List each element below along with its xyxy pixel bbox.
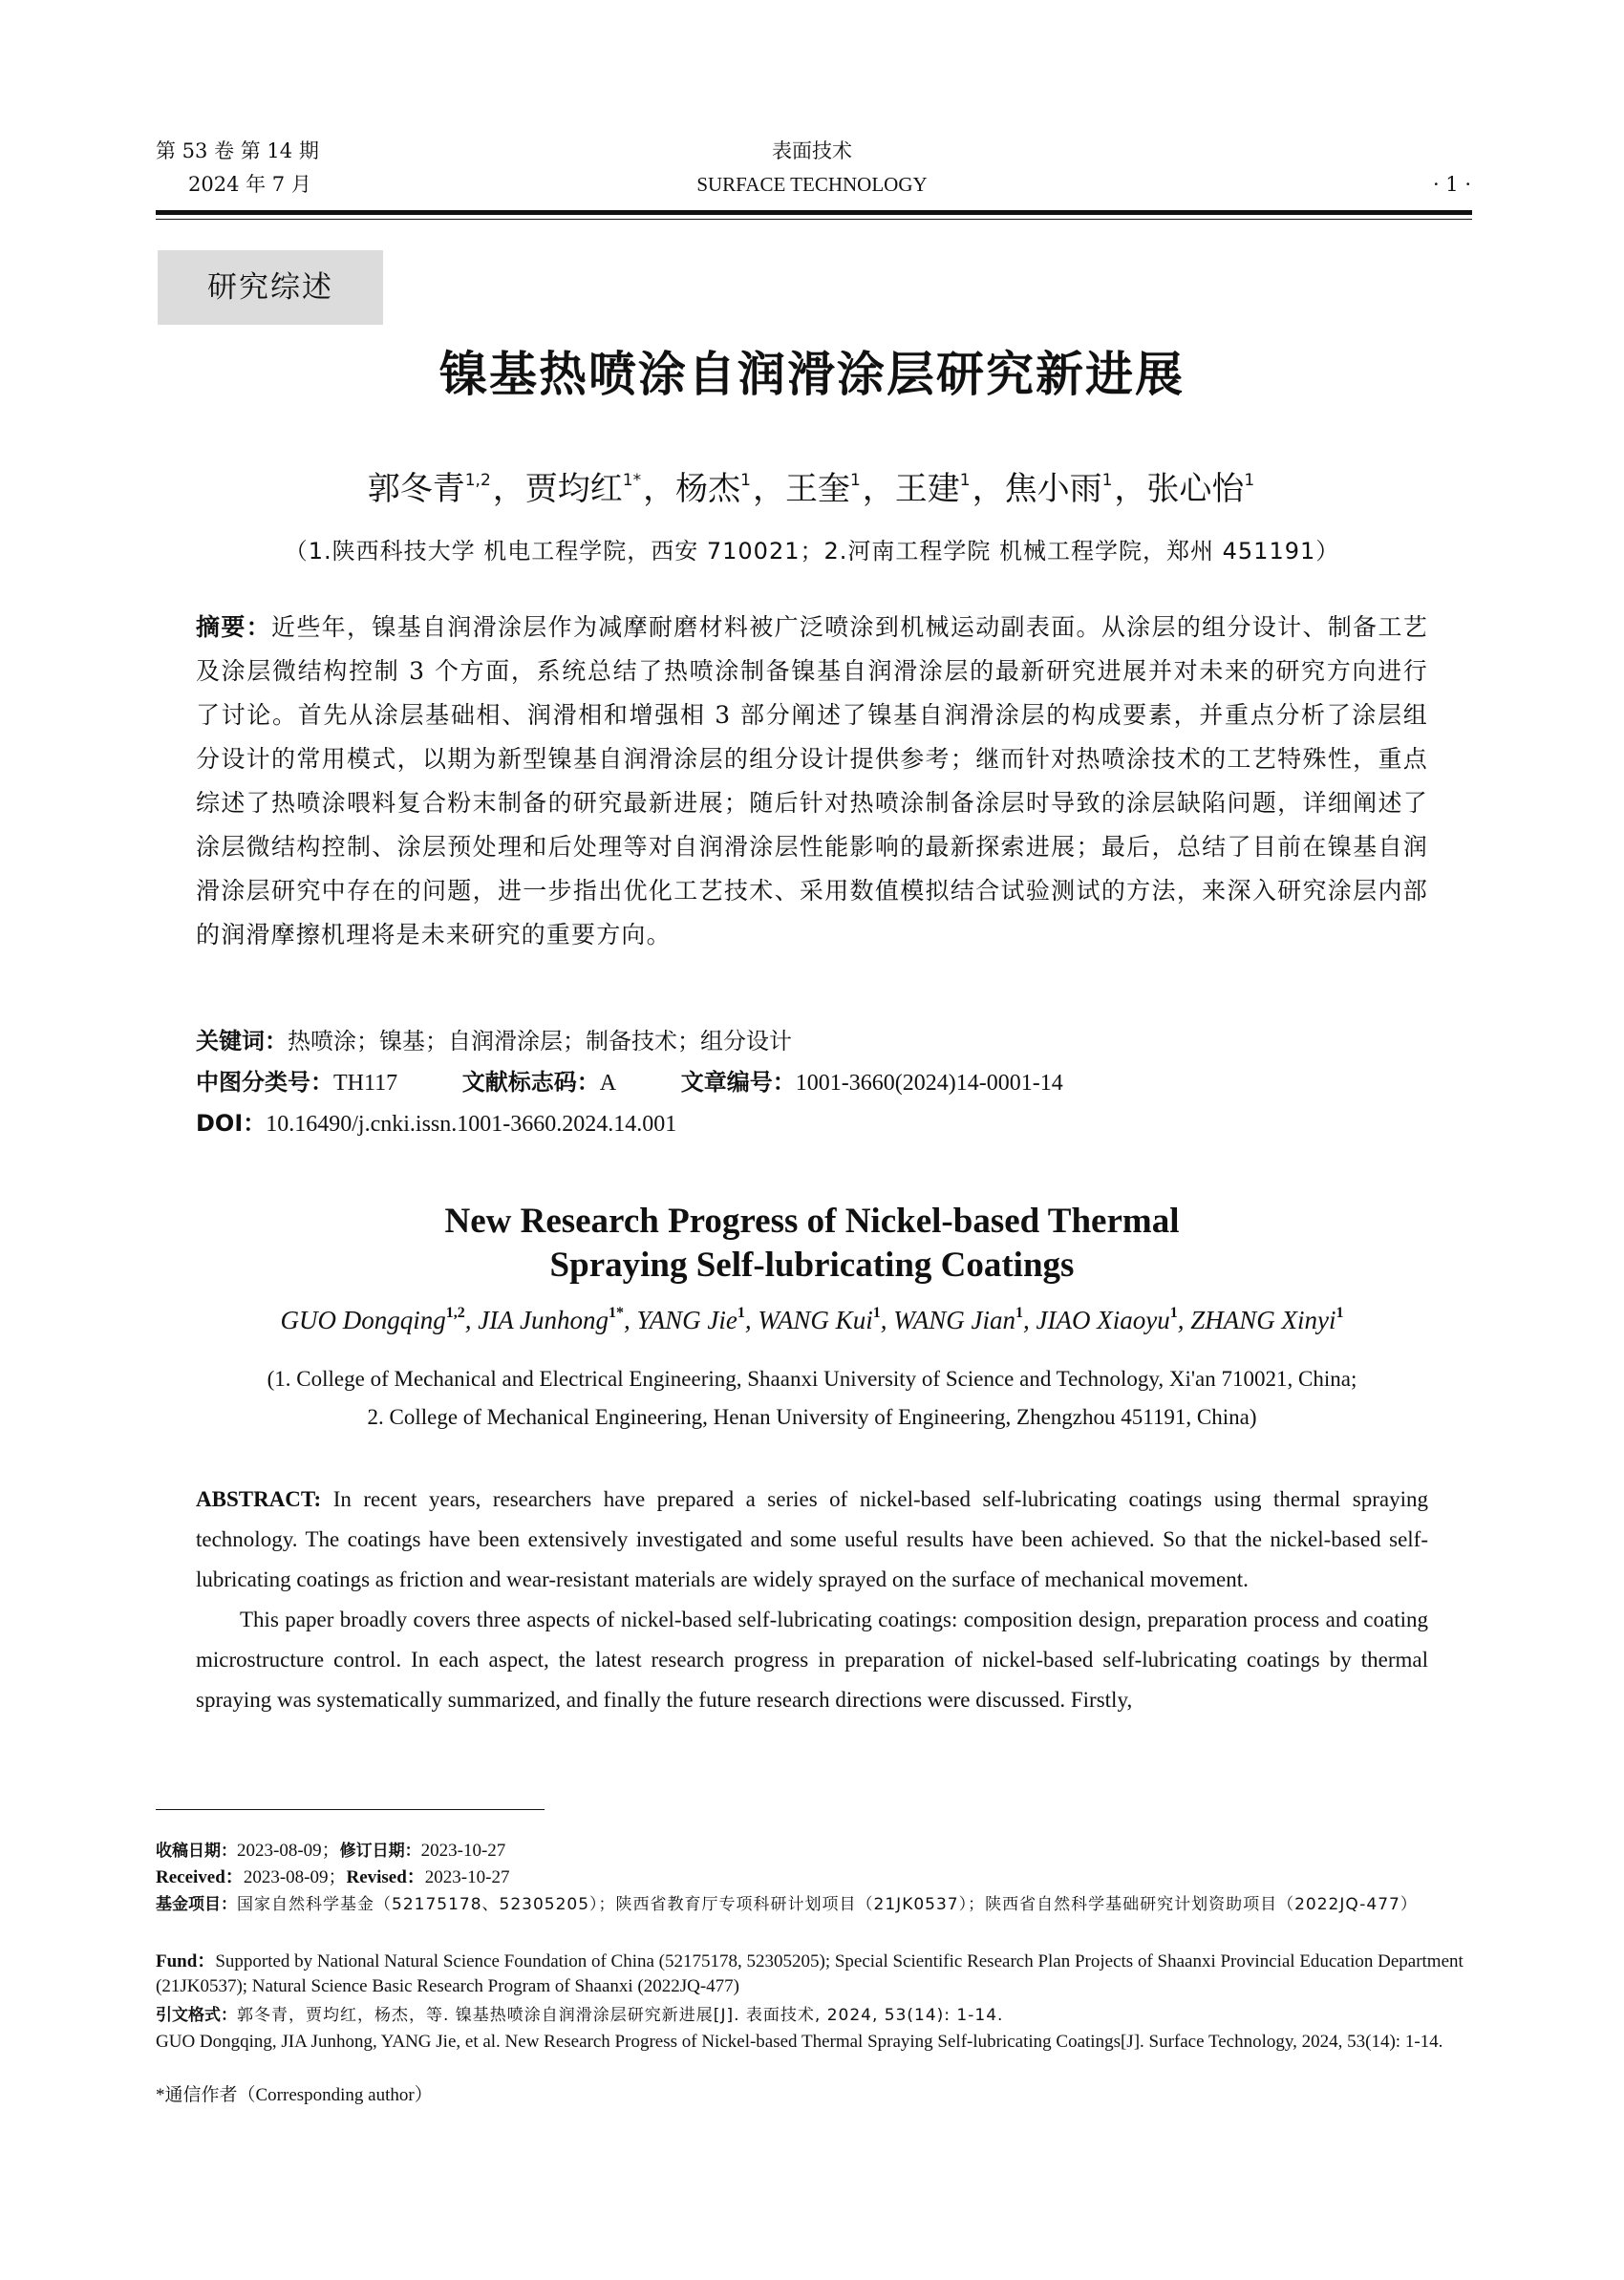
cn-author-affil-mark: 1 bbox=[740, 471, 751, 490]
en-author-affil-mark: 1,2 bbox=[445, 1305, 465, 1321]
cn-affiliation: （1.陕西科技大学 机电工程学院，西安 710021；2.河南工程学院 机械工程学院，郑州 451191） bbox=[284, 538, 1340, 565]
revised-en-label: Revised： bbox=[346, 1867, 425, 1887]
cn-author-name: 焦小雨 bbox=[1004, 470, 1102, 508]
cn-author-separator: ， bbox=[862, 470, 895, 508]
en-author-name: JIAO Xiaoyu bbox=[1036, 1306, 1170, 1334]
cn-author-name: 郭冬青 bbox=[367, 470, 465, 508]
fund-cn bbox=[156, 1892, 1472, 1917]
volume-issue: 第 53 卷 第 14 期 bbox=[156, 139, 319, 162]
en-affiliation-line1: (1. College of Mechanical and Electrical Engineering, Shaanxi University of Science and Technology, Xi'an 710021, China; bbox=[267, 1367, 1357, 1391]
en-author-separator: , bbox=[880, 1306, 894, 1334]
cn-author-name: 王建 bbox=[894, 470, 960, 508]
citation-cn bbox=[156, 2003, 1472, 2028]
doi-link[interactable]: 10.16490/j.cnki.issn.1001-3660.2024.14.001 bbox=[266, 1112, 677, 1137]
revised-en: 2023-10-27 bbox=[424, 1867, 510, 1887]
fund-en bbox=[156, 1950, 1472, 1999]
fund-en-label: Fund： bbox=[156, 1951, 216, 1971]
citation-en: GUO Dongqing, JIA Junhong, YANG Jie, et al. New Research Progress of Nickel-based Thermal Spraying Self-lubricating Coatings[J]. Surface Technology, 2024, 53(14): 1-14. bbox=[156, 2032, 1443, 2052]
en-author-name: ZHANG Xinyi bbox=[1190, 1306, 1336, 1334]
en-author-separator: , bbox=[1177, 1306, 1191, 1334]
cn-abstract bbox=[196, 606, 1428, 957]
issue-date: 2024 年 7 月 bbox=[188, 173, 311, 196]
en-abstract-p1-text: In recent years, researchers have prepared a series of nickel-based self-lubricating coatings using thermal spraying technology. The coatings have been extensively investigated and some useful results have been achieved. So that the nickel-based self-lubricating coatings as friction and wear-resistant materials are widely sprayed on the surface of mechanical movement. bbox=[196, 1487, 1428, 1591]
cn-keywords bbox=[196, 1022, 1428, 1055]
received-cn: 2023-08-09； bbox=[237, 1841, 340, 1861]
header-rule-thick bbox=[156, 210, 1472, 215]
en-author-name: GUO Dongqing bbox=[280, 1306, 446, 1334]
revised-cn-label: 修订日期： bbox=[339, 1842, 421, 1861]
cn-author-affil-mark: 1,2 bbox=[464, 471, 491, 490]
en-authors bbox=[0, 1305, 1624, 1335]
en-author-separator: , bbox=[744, 1306, 759, 1334]
en-title-line2: Spraying Self-lubricating Coatings bbox=[549, 1246, 1075, 1285]
cn-author-affil-mark: 1 bbox=[849, 471, 861, 490]
cn-author-name: 王奎 bbox=[784, 470, 850, 508]
en-affiliation-line2: 2. College of Mechanical Engineering, Henan University of Engineering, Zhengzhou 451191, China) bbox=[367, 1405, 1257, 1429]
en-title-line1: New Research Progress of Nickel-based Thermal bbox=[444, 1202, 1180, 1241]
clc-value: TH117 bbox=[333, 1071, 398, 1096]
header-rule-thin bbox=[156, 219, 1472, 220]
journal-name-cn: 表面技术 bbox=[772, 139, 852, 162]
cn-author-affil-mark: 1 bbox=[1244, 471, 1255, 490]
cn-author-name: 张心怡 bbox=[1146, 470, 1245, 508]
cn-title: 镍基热喷涂自润滑涂层研究新进展 bbox=[439, 347, 1185, 402]
footnote-rule bbox=[156, 1809, 545, 1810]
cn-abstract-text: 近些年，镍基自润滑涂层作为减摩耐磨材料被广泛喷涂到机械运动副表面。从涂层的组分设计、制备工艺及涂层微结构控制 3 个方面，系统总结了热喷涂制备镍基自润滑涂层的最新研究进展并对未来的研究方向进行了讨论。首先从涂层基础相、润滑相和增强相 3 部分阐述了镍基自润滑涂层的构成要素，并重点分析了涂层组分设计的常用模式，以期为新型镍基自润滑涂层的组分设计提供参考；继而针对热喷涂技术的工艺特殊性，重点综述了热喷涂喂料复合粉末制备的研究最新进展；随后针对热喷涂制备涂层时导致的涂层缺陷问题，详细阐述了涂层微结构控制、涂层预处理和后处理等对自润滑涂层性能影响的最新探索进展；最后，总结了目前在镍基自润滑涂层研究中存在的问题，进一步指出优化工艺技术、采用数值模拟结合试验测试的方法，来深入研究涂层内部的润滑摩擦机理将是未来研究的重要方向。 bbox=[196, 613, 1428, 948]
en-abstract-label: ABSTRACT: bbox=[196, 1487, 322, 1511]
page-number: · 1 · bbox=[1432, 173, 1471, 196]
doc-code-label: 文献标志码： bbox=[461, 1069, 600, 1096]
fund-cn-label: 基金项目： bbox=[156, 1895, 237, 1914]
doc-code-value: A bbox=[599, 1071, 617, 1096]
dates-cn bbox=[156, 1839, 1472, 1864]
journal-name-en: SURFACE TECHNOLOGY bbox=[696, 173, 928, 196]
section-label: 研究综述 bbox=[158, 250, 383, 325]
doi-label: DOI： bbox=[196, 1110, 267, 1137]
cn-authors bbox=[0, 462, 1624, 509]
cn-keywords-text: 热喷涂；镍基；自润滑涂层；制备技术；组分设计 bbox=[288, 1028, 792, 1055]
article-no-value: 1001-3660(2024)14-0001-14 bbox=[795, 1071, 1063, 1096]
en-author-name: JIA Junhong bbox=[478, 1306, 609, 1334]
fund-en-text: Supported by National Natural Science Foundation of China (52175178, 52305205); Special Scientific Research Plan Projects of Shaanxi Provincial Education Department (21JK0537); Natural Science Basic Research Program of Shaanxi (2022JQ-477) bbox=[156, 1951, 1464, 1996]
cn-author-separator: ， bbox=[1114, 470, 1147, 508]
cn-author-affil-mark: 1* bbox=[622, 471, 642, 490]
received-en-label: Received： bbox=[156, 1867, 244, 1887]
en-author-separator: , bbox=[464, 1306, 479, 1334]
en-author-name: WANG Jian bbox=[893, 1306, 1016, 1334]
en-author-affil-mark: 1 bbox=[1169, 1305, 1178, 1321]
doi bbox=[196, 1104, 1428, 1138]
cn-author-name: 贾均红 bbox=[524, 470, 623, 508]
en-author-separator: , bbox=[623, 1306, 637, 1334]
fund-cn-text: 国家自然科学基金（52175178、52305205）；陕西省教育厅专项科研计划项目（21JK0537）；陕西省自然科学基础研究计划资助项目（2022JQ-477） bbox=[237, 1895, 1418, 1914]
article-no-label: 文章编号： bbox=[680, 1069, 796, 1096]
en-author-affil-mark: 1 bbox=[1015, 1305, 1024, 1321]
en-abstract-p2: This paper broadly covers three aspects of nickel-based self-lubricating coatings: composition design, preparation process and coating microstructure control. In each aspect, the latest research progress in preparation of nickel-based self-lubricating coatings by thermal spraying was systematically summarized, and finally the future research directions were discussed. Firstly, bbox=[196, 1608, 1428, 1712]
en-abstract-p1 bbox=[196, 1480, 1428, 1600]
en-affiliation bbox=[0, 1360, 1624, 1437]
en-abstract bbox=[196, 1480, 1428, 1720]
cn-author-affil-mark: 1 bbox=[1101, 471, 1113, 490]
en-author-affil-mark: 1* bbox=[608, 1305, 624, 1321]
dates-en bbox=[156, 1865, 1472, 1890]
received-cn-label: 收稿日期： bbox=[156, 1842, 237, 1861]
corresponding-author: *通信作者（Corresponding author） bbox=[156, 2085, 433, 2105]
citation-cn-text: 郭冬青，贾均红，杨杰，等. 镍基热喷涂自润滑涂层研究新进展[J]. 表面技术, 2024, 53(14): 1-14. bbox=[237, 2006, 1004, 2025]
en-author-affil-mark: 1 bbox=[737, 1305, 745, 1321]
cn-author-name: 杨杰 bbox=[675, 470, 741, 508]
en-author-affil-mark: 1 bbox=[872, 1305, 881, 1321]
cn-author-separator: ， bbox=[492, 470, 525, 508]
cn-author-separator: ， bbox=[972, 470, 1005, 508]
cn-author-affil-mark: 1 bbox=[959, 471, 971, 490]
en-author-name: WANG Kui bbox=[758, 1306, 873, 1334]
revised-cn: 2023-10-27 bbox=[420, 1841, 506, 1861]
citation-cn-label: 引文格式： bbox=[156, 2006, 237, 2025]
cn-keywords-label: 关键词： bbox=[196, 1028, 288, 1055]
cn-author-separator: ， bbox=[752, 470, 785, 508]
en-title bbox=[0, 1200, 1624, 1288]
cn-author-separator: ， bbox=[643, 470, 676, 508]
received-en: 2023-08-09； bbox=[243, 1867, 347, 1887]
cn-abstract-label: 摘要： bbox=[196, 613, 271, 641]
clc-label: 中图分类号： bbox=[196, 1069, 333, 1096]
en-author-name: YANG Jie bbox=[636, 1306, 737, 1334]
en-author-affil-mark: 1 bbox=[1336, 1305, 1344, 1321]
cn-classification bbox=[196, 1063, 1428, 1097]
en-author-separator: , bbox=[1023, 1306, 1036, 1334]
